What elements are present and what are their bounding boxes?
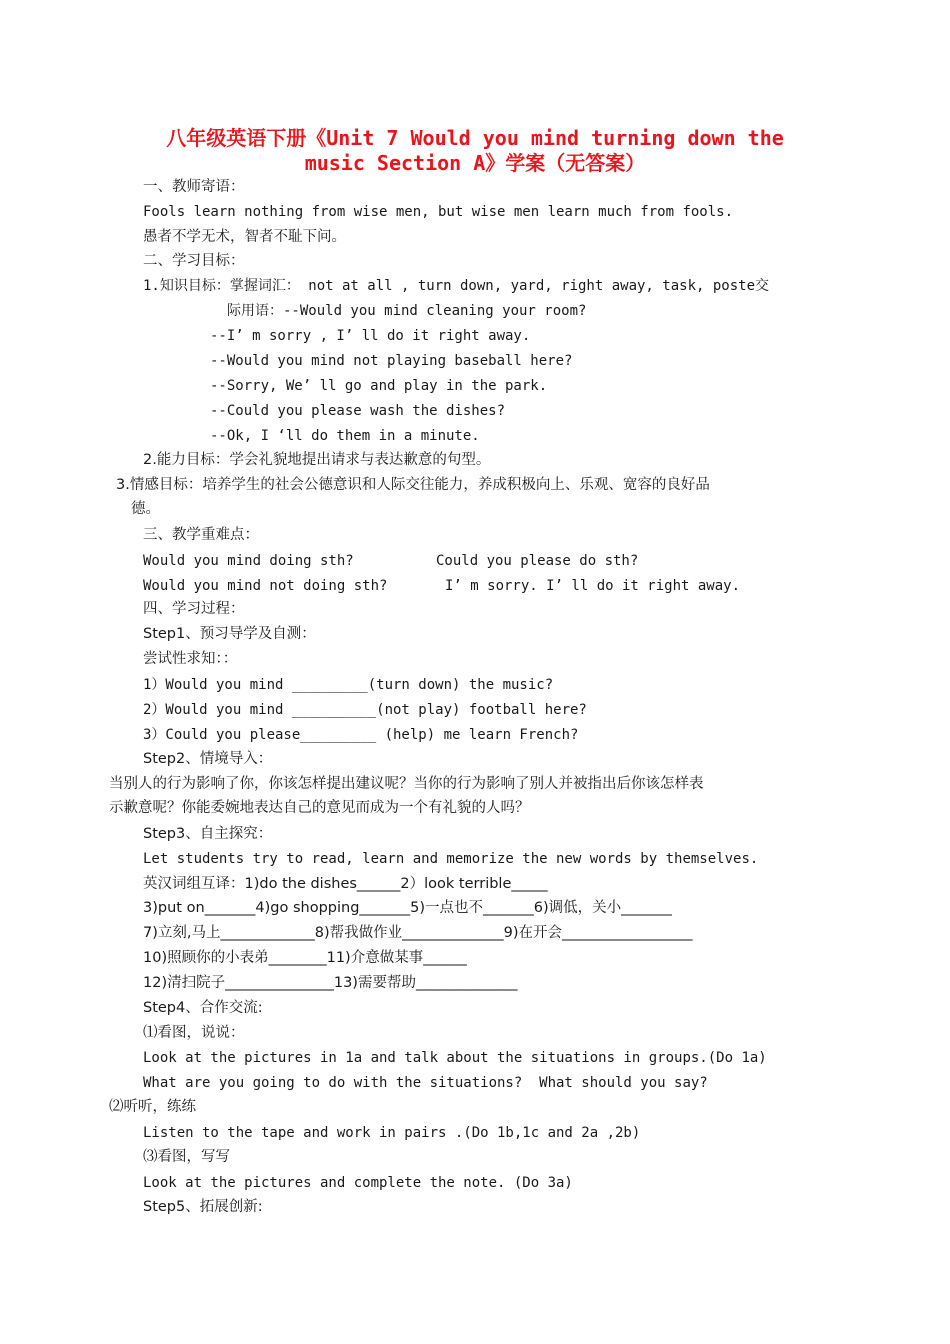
- text-line: 尝试性求知：：: [143, 651, 238, 667]
- section-heading: 四、学习过程：: [143, 601, 245, 617]
- text-line: 愚者不学无术，智者不耻下问。: [143, 229, 346, 245]
- text-line: Listen to the tape and work in pairs .(Do 1b,1c and 2a ,2b): [143, 1125, 641, 1141]
- text-line: 示歉意呢？你能委婉地表达自己的意见而成为一个有礼貌的人吗？: [109, 800, 530, 816]
- text-line: ⑶看图，写写: [143, 1149, 230, 1165]
- section-heading: 二、学习目标：: [143, 253, 245, 269]
- text-line: Let students try to read, learn and memorize the new words by themselves.: [143, 851, 759, 867]
- text-line: What are you going to do with the situations? What should you say?: [143, 1075, 708, 1091]
- step-heading: Step3、自主探究：: [143, 826, 273, 842]
- text-line: I’ m sorry. I’ ll do it right away.: [445, 578, 741, 594]
- exercise-item: 2）Would you mind __________(not play) football here?: [143, 702, 587, 718]
- step-heading: Step5、拓展创新:: [143, 1199, 263, 1215]
- exercise-item: 英汉词组互译：1)do the dishes______2）look terrible_____: [143, 876, 548, 892]
- exercise-item: 12)清扫院子_______________13)需要帮助______________: [143, 975, 518, 991]
- dialogue-line: --Ok, I ‘ll do them in a minute.: [210, 428, 480, 444]
- text-line: Look at the pictures in 1a and talk about the situations in groups.(Do 1a): [143, 1050, 767, 1066]
- dialogue-line: --I’ m sorry , I’ ll do it right away.: [210, 328, 531, 344]
- step-heading: Step1、预习导学及自测：: [143, 626, 316, 642]
- document-title-line-2: music Section A》学案（无答案）: [304, 151, 646, 175]
- text-line: Could you please do sth?: [436, 553, 639, 569]
- dialogue-line: --Could you please wash the dishes?: [210, 403, 506, 419]
- dialogue-line: --Would you mind not playing baseball here?: [210, 353, 573, 369]
- text-line: 2.能力目标：学会礼貌地提出请求与表达歉意的句型。: [143, 452, 491, 468]
- text-line: 际用语：--Would you mind cleaning your room?: [227, 303, 587, 319]
- step-heading: Step2、情境导入：: [143, 751, 273, 767]
- step-heading: Step4、合作交流:: [143, 1000, 263, 1016]
- text-line: 德。: [131, 501, 160, 517]
- exercise-item: 7)立刻,马上_____________8)帮我做作业______________9)在开会__________________: [143, 925, 693, 941]
- text-line: ⑵听听，练练: [109, 1099, 196, 1115]
- dialogue-line: --Sorry, We’ ll go and play in the park.: [210, 378, 548, 394]
- exercise-item: 3)put on_______4)go shopping_______5)一点也不_______6)调低，关小_______: [143, 900, 672, 916]
- text-line: Look at the pictures and complete the note. (Do 3a): [143, 1175, 573, 1191]
- exercise-item: 10)照顾你的小表弟________11)介意做某事______: [143, 950, 467, 966]
- text-line: Fools learn nothing from wise men, but wise men learn much from fools.: [143, 204, 734, 220]
- text-line: Would you mind not doing sth?: [143, 578, 388, 594]
- exercise-item: 1）Would you mind _________(turn down) the music?: [143, 677, 554, 693]
- document-title-line-1: 八年级英语下册《Unit 7 Would you mind turning down the: [166, 126, 784, 150]
- section-heading: 三、教学重难点：: [143, 527, 259, 543]
- text-line: Would you mind doing sth?: [143, 553, 354, 569]
- section-heading: 一、教师寄语：: [143, 179, 245, 195]
- text-line: 1.知识目标：掌握词汇： not at all , turn down, yard, right away, task, poste交: [143, 278, 770, 294]
- exercise-item: 3）Could you please_________ (help) me learn French?: [143, 727, 579, 743]
- text-line: 3.情感目标：培养学生的社会公德意识和人际交往能力，养成积极向上、乐观、宽容的良好品: [116, 477, 710, 493]
- text-line: ⑴看图，说说：: [143, 1025, 245, 1041]
- text-line: 当别人的行为影响了你，你该怎样提出建议呢？当你的行为影响了别人并被指出后你该怎样表: [109, 776, 704, 792]
